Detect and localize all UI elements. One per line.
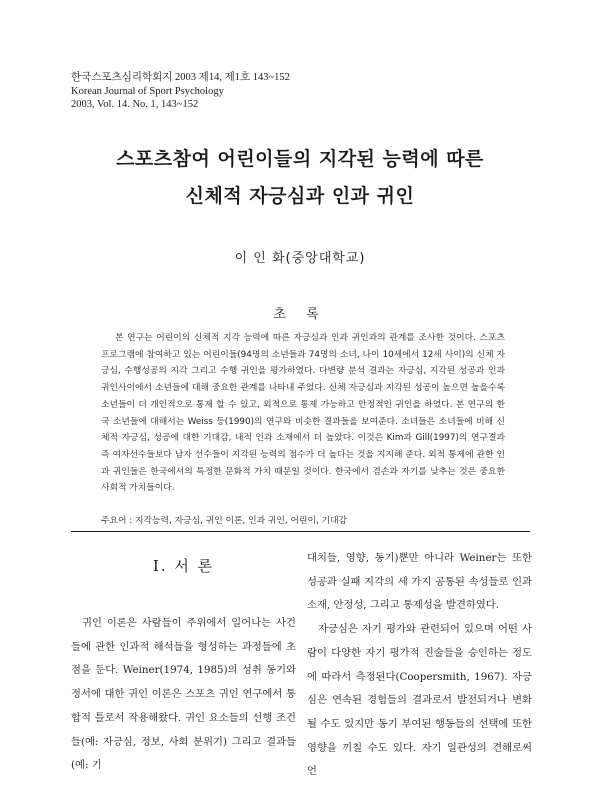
- journal-english-issue: 2003, Vol. 14. No. 1, 143~152: [71, 99, 199, 110]
- author-affiliation: 이 인 화(중앙대학교): [234, 251, 366, 266]
- abstract-heading: 초 록: [273, 307, 327, 322]
- paper-title-line-2: 신체적 자긍심과 인과 귀인: [185, 185, 415, 207]
- abstract-body: 본 연구는 어린이의 신체적 지각 능력에 따른 자긍심과 인과 귀인과의 관계를 조사한 것이다. 스포츠 프로그램에 참여하고 있는 어린이들(94명의 소년들과 74명의 소녀, 나이 10세에서 12세 사이)의 신체 자긍심, 수행성공의 지각 그리고 수행 귀인을 평가하였다. 다변량 분석 결과는 자긍심, 지각된 성공과 인과 귀인사이에서 소년들에 대해 중요한 관계를 나타내 주었다. 신체 자긍심과 지각된 성공이 높으면 높을수록 소년들이 더 개인적으로 통제 할 수 있고, 외적으로 통제 가능하고 안정적인 귀인을 하였다. 본 연구의 한국 소년들에 대해서는 Weiss 등(1990)의 연구와 비슷한 결과들을 보여준다. 소녀들은 소녀들에 비해 신체적 자긍심, 성공에 대한 기대감, 내적 인과 소재에서 더 높았다. 이것은 Kim과 Gill(1997)의 연구결과 즉 여자선수들보다 남자 선수들이 지각된 능력의 점수가 더 높다는 것을 지지해 준다. 외적 통제에 관한 인과 귀인들은 한국에서의 특정한 문화적 가치 때문일 것이다. 한국에서 겸손과 자기를 낮추는 것은 중요한 사회적 가치들이다.: [101, 333, 505, 494]
- keywords: 주요어 : 지각능력, 자긍심, 귀인 이론, 인과 귀인, 어린이, 기대감: [101, 516, 348, 526]
- journal-english-name: Korean Journal of Sport Psychology: [71, 85, 224, 97]
- paper-title-line-1: 스포츠참여 어린이들의 지각된 능력에 따른: [116, 148, 484, 170]
- body-column-right: [307, 547, 532, 784]
- journal-korean-citation: 한국스포츠심리학회지 2003 제14, 제1호 143~152: [71, 72, 290, 83]
- body-paragraph: 자긍심은 자기 평가와 관련되어 있으며 어떤 사람이 다양한 자기 평가적 진술들을 승인하는 정도에 따라서 측정된다(Coopersmith, 1967). 자긍심은 연속된 경험들의 결과로서 발전되거나 변화될 수도 있지만 동기 부여된 행동들의 선택에 또한 영향을 끼칠 수도 있다. 자기 일관성의 견해로써 언: [307, 623, 532, 778]
- section-divider: [71, 531, 530, 532]
- body-paragraph-continued: 대치들, 영향, 동기)뿐만 아니라 Weiner는 또한 성공과 실패 지각의 세 가지 공통된 속성들로 인과 소재, 안정성, 그리고 통제성을 발견하였다.: [307, 552, 532, 612]
- journal-header: [71, 71, 290, 112]
- body-column-left: 귀인 이론은 사람들이 주위에서 일어나는 사건들에 관한 인과적 해석들을 형성하는 과정들에 초점을 둔다. Weiner(1974, 1985)의 성취 동기와 정서에 대한 귀인 이론은 스포츠 귀인 연구에서 통합적 틀로서 작용해왔다. 귀인 요소들의 선행 조건들(예: 자긍심, 정보, 사회 분위기) 그리고 결과들(예: 기: [71, 617, 296, 772]
- section-title: Ⅰ. 서 론: [152, 557, 215, 575]
